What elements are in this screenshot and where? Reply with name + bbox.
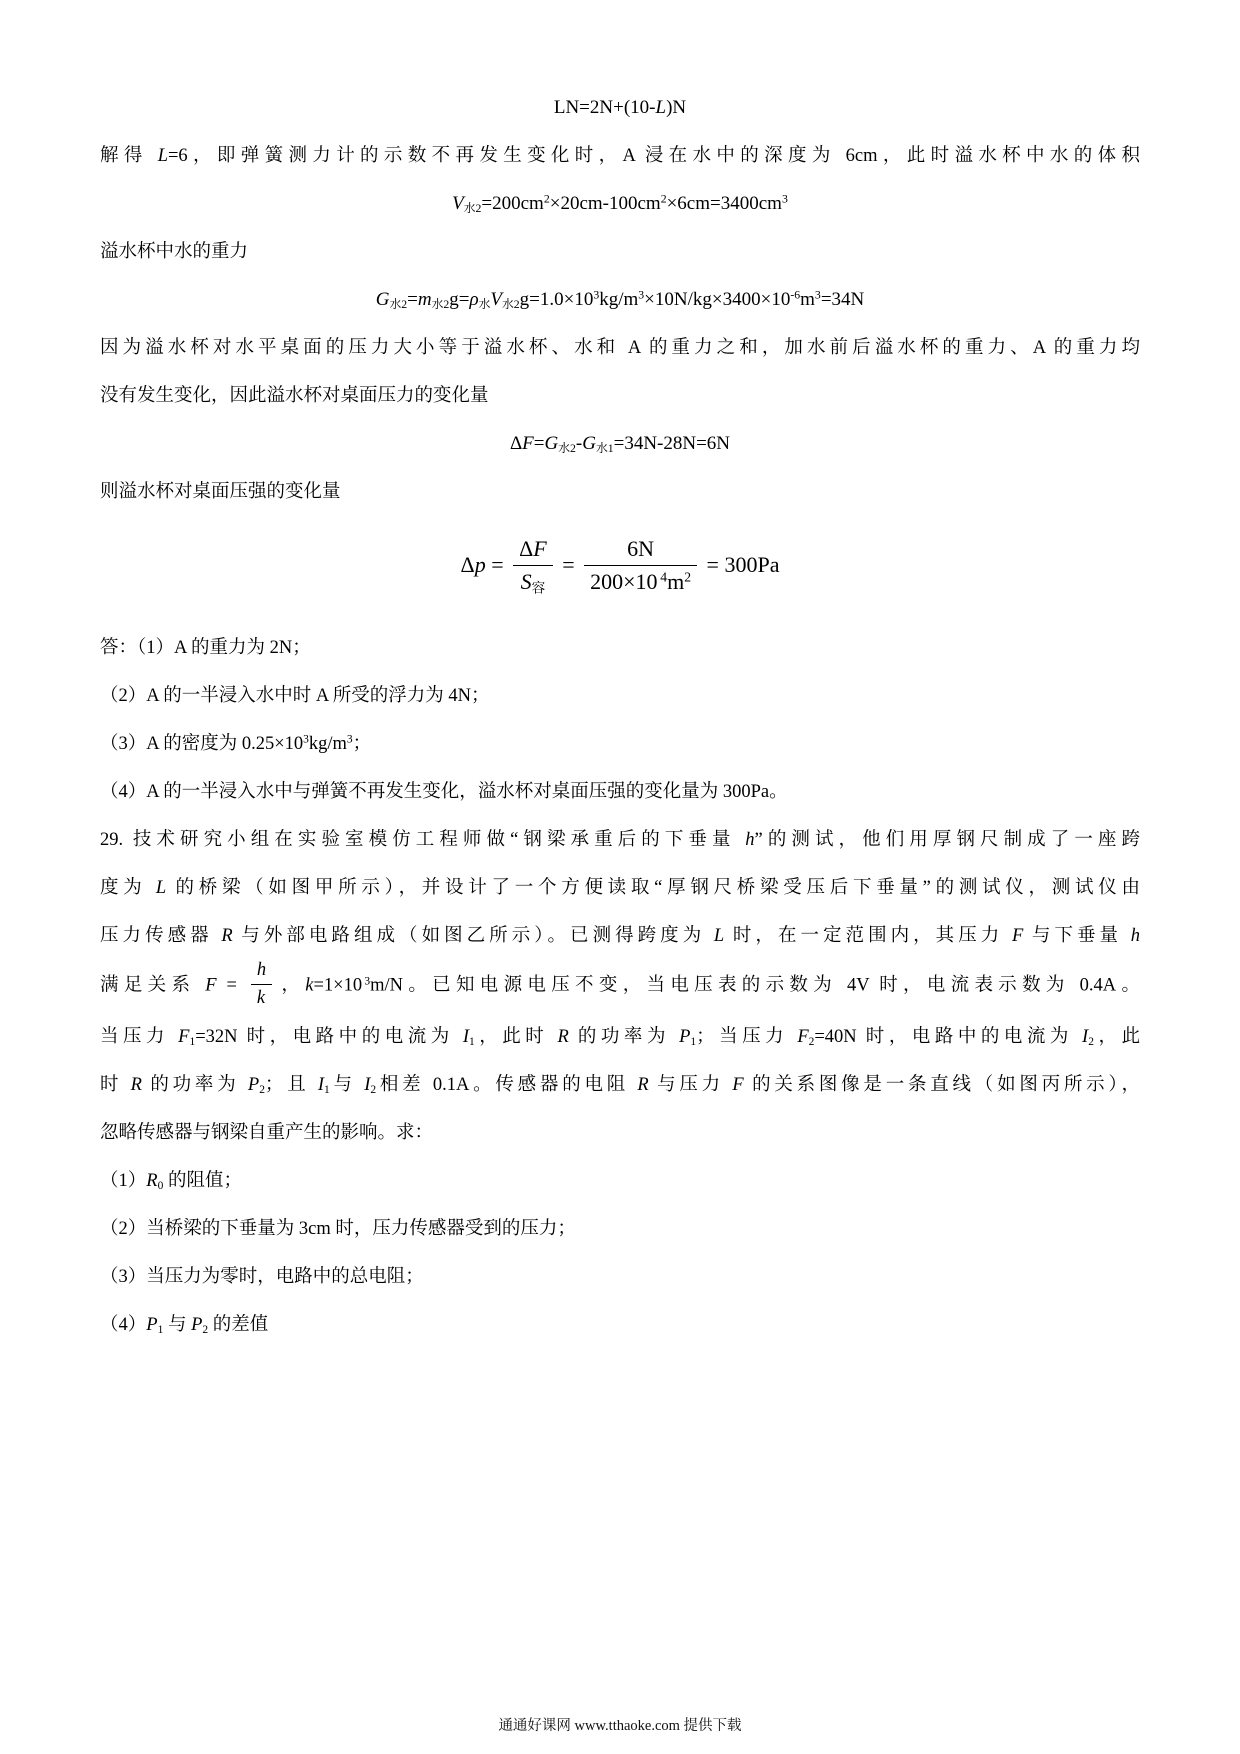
formula-gravity: $G_{水2}=m_{水2}g=\rho_水V_{水2}g=1.0\times 10^3kg/m^3\times 10N/kg\times 3400\times 10^{-6}m^3=34N$ (375, 288, 865, 311)
question29-line-2: 度为 L 的桥梁（如图甲所示），并设计了一个方便读取“厚钢尺桥梁受压后下垂量”的测试仪，测试仪由 (100, 878, 1140, 899)
question29-item-4: $(4)P_1$ 与 $P_2$ 的差值 (100, 1315, 269, 1337)
solution-line-because-2: 没有发生变化，因此溢水杯对桌面压力的变化量 (100, 386, 489, 406)
formula-delta-p: Δp = $\frac{\Delta F}{S_容}$ = $\frac{6N}{200\times 10 ^4m^2}$ = 300Pa (460, 536, 780, 596)
formula-ln: LN=2N+(10-L)N (553, 97, 687, 118)
formula-delta-f: $\Delta F=G_{水2}-G_{水1}=34N-28N=6N$ (509, 433, 731, 455)
solution-line-because-1: 因为溢水杯对水平桌面的压力大小等于溢水杯、水和 A 的重力之和，加水前后溢水杯的重力、A 的重力均 (100, 338, 1140, 358)
question29-line-1: 29. 技术研究小组在实验室模仿工程师做“钢梁承重后的下垂量 h”的测试，他们用厚钢尺制成了一座跨 (100, 830, 1140, 851)
question29-line-5: 当压力 $F_1=32N$ 时，电路中的电流为 $I_1$，此时 R 的功率为 $P_1$；当压力 $F_2=40N$ 时，电路中的电流为 $I_2$，此 (100, 1027, 1140, 1049)
formula-volume: $V_{水2}=200cm^2\times 20cm-100cm^2\times 6cm=3400cm^3$ (452, 192, 788, 215)
question29-line-7: 忽略传感器与钢梁自重产生的影响。求： (100, 1123, 434, 1144)
solution-line-solve: 解得 L=6，即弹簧测力计的示数不再发生变化时，A 浸在水中的深度为 6cm，此时溢水杯中水的体积 (100, 146, 1140, 166)
answer-line-1: 答：（1）A 的重力为 2N； (100, 638, 311, 659)
answer-line-2: （2）A 的一半浸入水中时 A 所受的浮力为 4N； (100, 686, 490, 707)
question29-item-3: （3）当压力为零时，电路中的总电阻； (100, 1267, 424, 1288)
question29-line-6: 时 R 的功率为 $P_2$；且 $I_1$与 $I_2$相差 0.1A。传感器的电阻 R 与压力 F 的关系图像是一条直线（如图丙所示）， (100, 1075, 1140, 1097)
question29-line-3: 压力传感器 R 与外部电路组成（如图乙所示）。已测得跨度为 L 时，在一定范围内，其压力 F 与下垂量 h (100, 926, 1140, 947)
footer-text: 通通好课网 www.tthaoke.com 提供下载 (498, 1718, 742, 1734)
answer-line-4: （4）A 的一半浸入水中与弹簧不再发生变化，溢水杯对桌面压强的变化量为 300Pa。 (100, 782, 788, 803)
answer-line-3: （3）A 的密度为 $0.25\times 10^3kg/m^3$； (100, 734, 372, 755)
question29-line-4: 满足关系 F = $\frac{h}{k}$ ，k=1×10 $^3$m/N。已知电源电压不变，当电压表的示数为 4V 时，电流表示数为 0.4A。 (100, 960, 1140, 1013)
solution-line-then: 则溢水杯对桌面压强的变化量 (100, 482, 341, 502)
question29-item-1: $(1)R_0$ 的阻值； (100, 1171, 242, 1193)
question29-item-2: （2）当桥梁的下垂量为 3cm 时，压力传感器受到的压力； (100, 1219, 576, 1240)
solution-line-gravity-label: 溢水杯中水的重力 (100, 242, 249, 262)
